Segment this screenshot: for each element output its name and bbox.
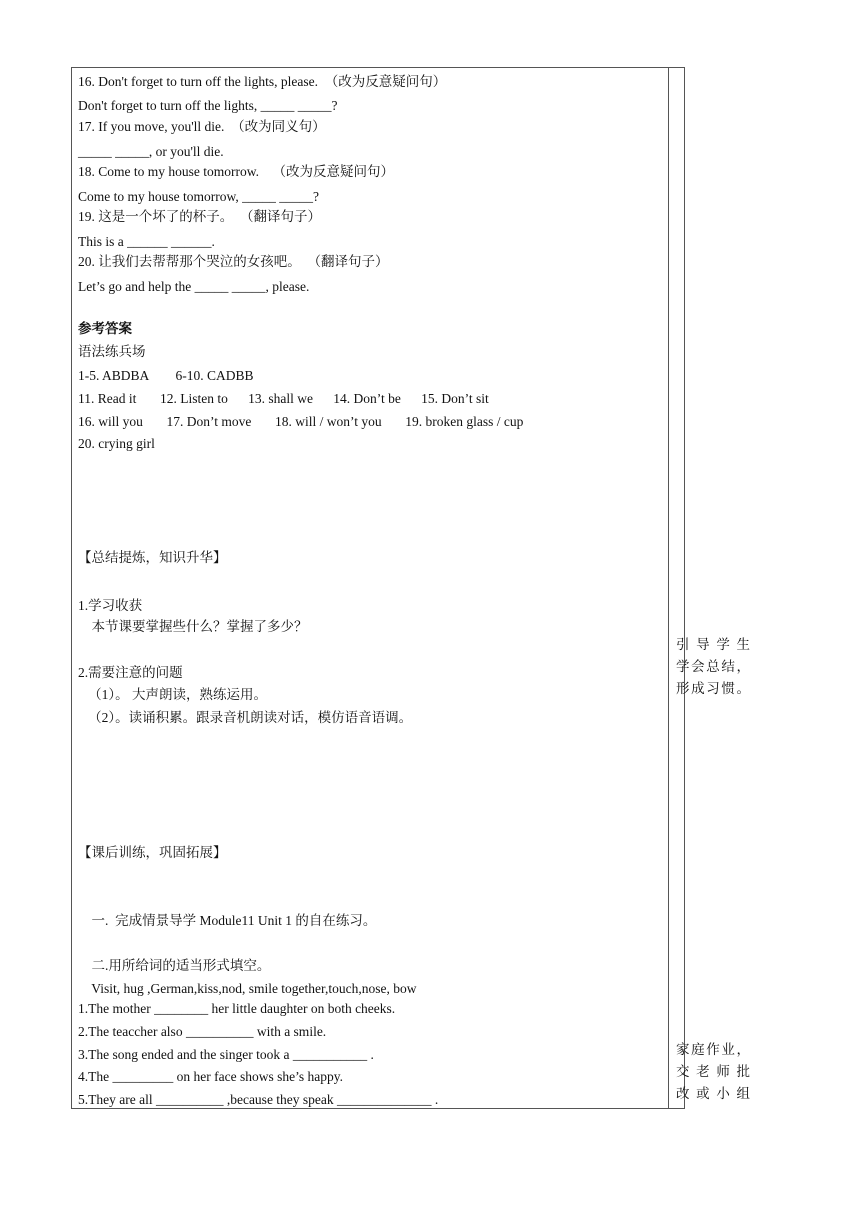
homework-task-1: 一. 完成情景导学 Module11 Unit 1 的自在练习。 bbox=[78, 913, 377, 928]
fill-blank-3: 3.The song ended and the singer took a ___________ . bbox=[78, 1047, 374, 1062]
homework-section-heading: 【课后训练，巩固拓展】 bbox=[78, 845, 227, 860]
attention-point-2: （2）。读诵积累。跟录音机朗读对话，模仿语音语调。 bbox=[78, 710, 413, 725]
exercise-20-prompt: 20. 让我们去帮帮那个哭泣的女孩吧。 （翻译句子） bbox=[78, 254, 389, 269]
fill-blank-1: 1.The mother ________ her little daughter on both cheeks. bbox=[78, 1001, 396, 1016]
teacher-note-line: 形成习惯。 bbox=[676, 681, 750, 696]
exercise-20-blank: Let’s go and help the _____ _____, please. bbox=[78, 279, 310, 294]
teacher-note-summary bbox=[676, 634, 750, 700]
answer-row-2: 11. Read it 12. Listen to 13. shall we 14. Don’t be 15. Don’t sit bbox=[78, 391, 489, 406]
learning-gains-heading: 1.学习收获 bbox=[78, 598, 143, 613]
exercise-18-blank: Come to my house tomorrow, _____ _____? bbox=[78, 189, 319, 204]
word-bank: Visit, hug ,German,kiss,nod, smile together,touch,nose, bow bbox=[78, 981, 417, 996]
worksheet-table bbox=[71, 67, 750, 1109]
exercise-19-prompt: 19. 这是一个坏了的杯子。 （翻译句子） bbox=[78, 209, 321, 224]
exercise-16-blank: Don't forget to turn off the lights, _____ _____? bbox=[78, 98, 338, 113]
attention-point-1: （1）。 大声朗读，熟练运用。 bbox=[78, 687, 267, 702]
answer-key-subheading: 语法练兵场 bbox=[78, 344, 146, 359]
homework-task-2: 二.用所给词的适当形式填空。 bbox=[78, 958, 271, 973]
fill-blank-4: 4.The _________ on her face shows she’s happy. bbox=[78, 1069, 343, 1084]
answer-row-1: 1-5. ABDBA 6-10. CADBB bbox=[78, 368, 254, 383]
answer-row-4: 20. crying girl bbox=[78, 436, 155, 451]
fill-blank-2: 2.The teaccher also __________ with a smile. bbox=[78, 1024, 327, 1039]
exercise-17-blank: _____ _____, or you'll die. bbox=[78, 144, 224, 159]
learning-gains-text: 本节课要掌握些什么？掌握了多少？ bbox=[78, 619, 308, 634]
exercise-16-prompt: 16. Don't forget to turn off the lights, please. （改为反意疑问句） bbox=[78, 74, 447, 89]
summary-section-heading: 【总结提炼，知识升华】 bbox=[78, 550, 227, 565]
exercise-19-blank: This is a ______ ______. bbox=[78, 234, 215, 249]
teacher-note-line: 交老师批 bbox=[676, 1064, 750, 1079]
teacher-note-line: 引导学生 bbox=[676, 637, 750, 652]
attention-points-heading: 2.需要注意的问题 bbox=[78, 665, 183, 680]
teacher-note-line: 家庭作业， bbox=[676, 1042, 750, 1057]
teacher-note-homework bbox=[676, 1039, 750, 1105]
teacher-note-line: 改或小组 bbox=[676, 1086, 750, 1101]
exercise-17-prompt: 17. If you move, you'll die. （改为同义句） bbox=[78, 119, 326, 134]
answer-key-heading: 参考答案 bbox=[78, 321, 132, 336]
teacher-note-line: 学会总结， bbox=[676, 659, 750, 674]
column-divider bbox=[668, 68, 669, 1108]
exercise-18-prompt: 18. Come to my house tomorrow. （改为反意疑问句） bbox=[78, 164, 394, 179]
answer-row-3: 16. will you 17. Don’t move 18. will / won’t you 19. broken glass / cup bbox=[78, 414, 524, 429]
fill-blank-5: 5.They are all __________ ,because they speak ______________ . bbox=[78, 1092, 439, 1107]
